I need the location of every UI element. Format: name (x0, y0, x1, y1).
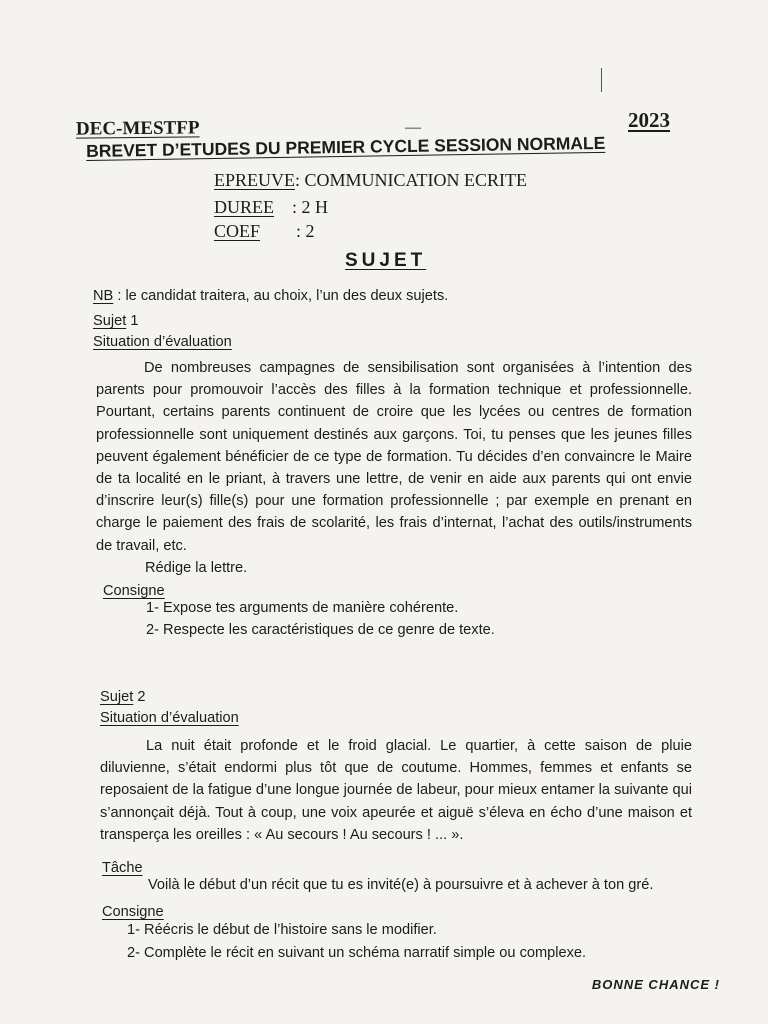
header-separator: — (405, 119, 421, 136)
sujet2-consigne-label: Consigne (102, 904, 164, 920)
coef-label: COEF (214, 221, 261, 241)
sujet2-situation-label: Situation d’évaluation (100, 710, 239, 726)
scan-mark (601, 68, 602, 92)
duree-line (214, 197, 328, 218)
sujet1-paragraph: De nombreuses campagnes de sensibilisation sont organisées à l’intention des parents pour promouvoir l’accès des filles à la formation technique et professionnelle. Pourtant, certains parents continuent de croire que les lycées ou centres de formation professionnelle sont uniquement destinés aux garçons. Toi, tu penses que les jeunes filles peuvent également bénéficier de ce type de formation. Tu décides d’en convaincre le Maire de ta localité en le priant, à travers une lettre, de venir en aide aux parents qui ont envie d’inscrire leur(s) fille(s) pour une formation professionnelle ; par exemple en prenant en charge le paiement des frais de scolarité, les frais d’internat, l’achat des outils/instruments de travail, etc. (96, 360, 692, 554)
sujet1-situation-label: Situation d’évaluation (93, 334, 232, 350)
duree-label: DUREE (214, 197, 274, 217)
sujet1-consigne-1: 1- Expose tes arguments de manière cohérente. (146, 600, 459, 616)
epreuve-value: : COMMUNICATION ECRITE (295, 170, 527, 190)
sujet2-paragraph: La nuit était profonde et le froid glacial. Le quartier, à cette saison de pluie diluvienne, s’était endormi plus tôt que de coutume. Hommes, femmes et enfants se reposaient de la fatigue d’une longue journée de labeur, pour mieux entamer la suivante qui s’annonçait déjà. Tout à coup, une voix apeurée et aiguë s’éleva en écho d’une maison et transperça les oreilles : « Au secours ! Au secours ! ... ». (100, 738, 692, 843)
sujet1-instruction: Rédige la lettre. (145, 560, 248, 576)
sujet1-consigne-2: 2- Respecte les caractéristiques de ce genre de texte. (146, 622, 495, 638)
page-title: SUJET (345, 250, 427, 271)
institution-header: DEC-MESTFP (75, 117, 200, 140)
sujet2-consigne-1: 1- Réécris le début de l’histoire sans le modifier. (127, 922, 437, 938)
nb-text: : le candidat traitera, au choix, l’un des deux sujets. (113, 288, 449, 304)
duree-value: : 2 H (292, 197, 328, 217)
sujet2-tache-text: Voilà le début d’un récit que tu es invité(e) à poursuivre et à achever à ton gré. (148, 877, 654, 893)
coef-line (214, 221, 315, 242)
sujet2-tache-label: Tâche (102, 860, 143, 876)
sujet2-number: 2 (133, 689, 146, 705)
nb-label: NB (93, 288, 114, 304)
sujet1-consigne-label: Consigne (103, 583, 165, 599)
sujet2-label: Sujet (100, 689, 134, 705)
sujet1-label: Sujet (93, 313, 127, 329)
exam-title: BREVET D’ETUDES DU PREMIER CYCLE SESSION NORMALE (86, 132, 606, 161)
coef-value: : 2 (296, 221, 315, 241)
sujet2-heading (100, 689, 145, 705)
nb-line (93, 288, 448, 304)
closing-text: BONNE CHANCE ! (591, 977, 720, 992)
epreuve-label: EPREUVE (214, 170, 295, 190)
exam-year: 2023 (628, 108, 670, 132)
epreuve-line (214, 170, 527, 191)
sujet2-consigne-2: 2- Complète le récit en suivant un schéma narratif simple ou complexe. (127, 945, 587, 961)
sujet1-heading (93, 313, 138, 329)
sujet1-number: 1 (126, 313, 139, 329)
